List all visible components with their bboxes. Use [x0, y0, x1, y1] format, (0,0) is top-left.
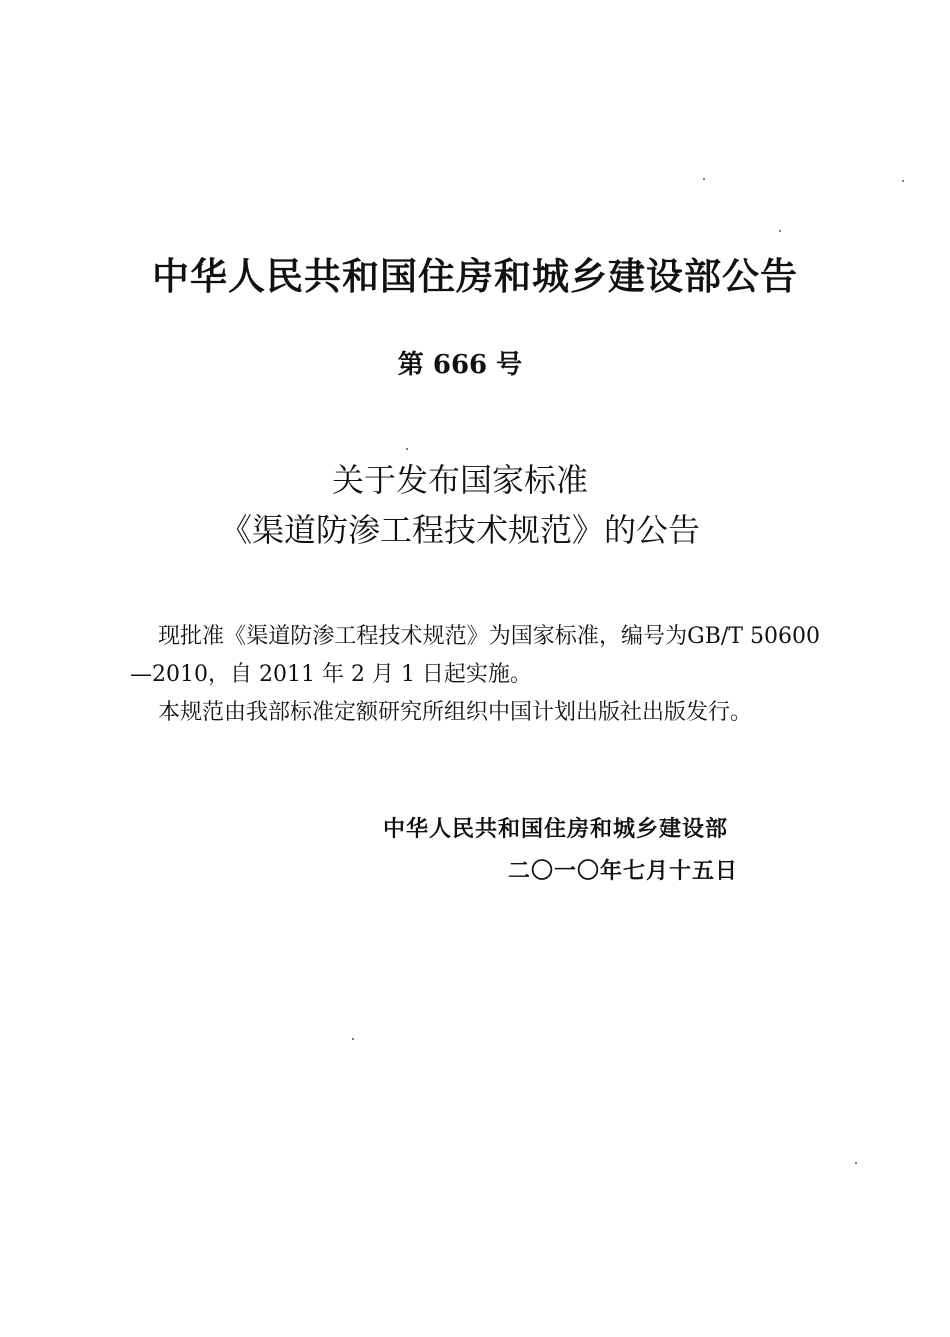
body-paragraph: 现批准《渠道防渗工程技术规范》为国家标准，编号为GB/T 50600—2010，自 2011 年 2 月 1 日起实施。 [130, 624, 820, 687]
announcement-body [130, 618, 820, 732]
signature-date: 二〇一〇年七月十五日 [508, 859, 739, 884]
scan-speck [779, 230, 781, 232]
announcement-title: 中华人民共和国住房和城乡建设部公告 [152, 255, 798, 298]
subtitle-line-2: 《渠道防渗工程技术规范》的公告 [219, 511, 700, 549]
announcement-number: 第 666 号 [397, 350, 523, 380]
signature-organization: 中华人民共和国住房和城乡建设部 [383, 817, 729, 842]
scan-speck [406, 448, 408, 450]
subtitle-line-1: 关于发布国家标准 [331, 461, 588, 499]
body-paragraph: 本规范由我部标准定额研究所组织中国计划出版社出版发行。 [158, 700, 753, 725]
scan-speck [902, 180, 904, 182]
scan-speck [703, 178, 705, 180]
scan-speck [352, 1038, 354, 1040]
scan-speck [855, 1162, 857, 1164]
